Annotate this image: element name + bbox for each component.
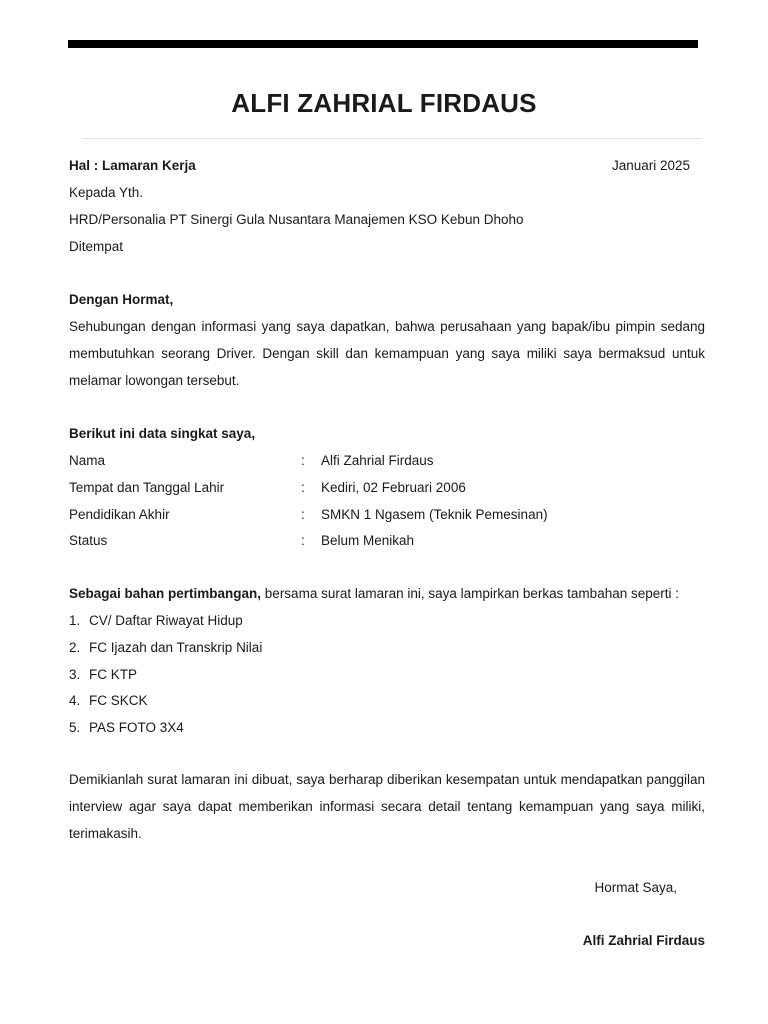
data-colon: : <box>301 507 305 522</box>
data-colon: : <box>301 480 305 495</box>
data-label: Nama <box>69 453 106 468</box>
letter-date: Januari 2025 <box>611 158 690 173</box>
attachments-intro-rest: bersama surat lamaran ini, saya lampirkan berkas tambahan seperti : <box>261 586 679 601</box>
top-rule <box>68 40 698 48</box>
list-number: 2. <box>69 640 81 655</box>
list-text: FC SKCK <box>89 693 148 708</box>
list-number: 1. <box>69 613 81 628</box>
data-colon: : <box>301 453 305 468</box>
signoff: Hormat Saya, <box>594 880 677 895</box>
list-text: FC Ijazah dan Transkrip Nilai <box>89 640 263 655</box>
place-line: Ditempat <box>69 239 124 254</box>
data-label: Status <box>69 533 108 548</box>
data-label: Tempat dan Tanggal Lahir <box>69 480 225 495</box>
attachments-intro <box>69 586 679 601</box>
recipient-line: HRD/Personalia PT Sinergi Gula Nusantara Manajemen KSO Kebun Dhoho <box>69 212 524 227</box>
data-heading: Berikut ini data singkat saya, <box>69 426 256 441</box>
list-text: CV/ Daftar Riwayat Hidup <box>89 613 243 628</box>
data-value: Belum Menikah <box>321 533 415 548</box>
list-text: PAS FOTO 3X4 <box>89 720 184 735</box>
closing-paragraph: Demikianlah surat lamaran ini dibuat, saya berharap diberikan kesempatan untuk mendapatkan panggilan interview agar saya dapat memberikan informasi secara detail tentang kemampuan yang saya miliki, terimakasih. <box>69 772 705 841</box>
list-number: 4. <box>69 693 81 708</box>
title-divider <box>82 138 702 139</box>
attachments-intro-bold: Sebagai bahan pertimbangan, <box>69 586 262 601</box>
list-number: 5. <box>69 720 81 735</box>
data-label: Pendidikan Akhir <box>69 507 170 522</box>
document-title: ALFI ZAHRIAL FIRDAUS <box>231 88 537 118</box>
to-line: Kepada Yth. <box>69 185 144 200</box>
signature-name: Alfi Zahrial Firdaus <box>582 933 705 948</box>
list-number: 3. <box>69 667 81 682</box>
list-text: FC KTP <box>89 667 138 682</box>
data-value: Kediri, 02 Februari 2006 <box>321 480 466 495</box>
subject-line: Hal : Lamaran Kerja <box>69 158 196 173</box>
data-value: SMKN 1 Ngasem (Teknik Pemesinan) <box>321 507 548 522</box>
greeting: Dengan Hormat, <box>69 292 174 307</box>
intro-paragraph: Sehubungan dengan informasi yang saya dapatkan, bahwa perusahaan yang bapak/ibu pimpin sedang membutuhkan seorang Driver. Dengan skill dan kemampuan yang saya miliki saya bermaksud untuk melamar lowongan tersebut. <box>69 319 705 388</box>
data-colon: : <box>301 533 305 548</box>
data-value: Alfi Zahrial Firdaus <box>321 453 434 468</box>
